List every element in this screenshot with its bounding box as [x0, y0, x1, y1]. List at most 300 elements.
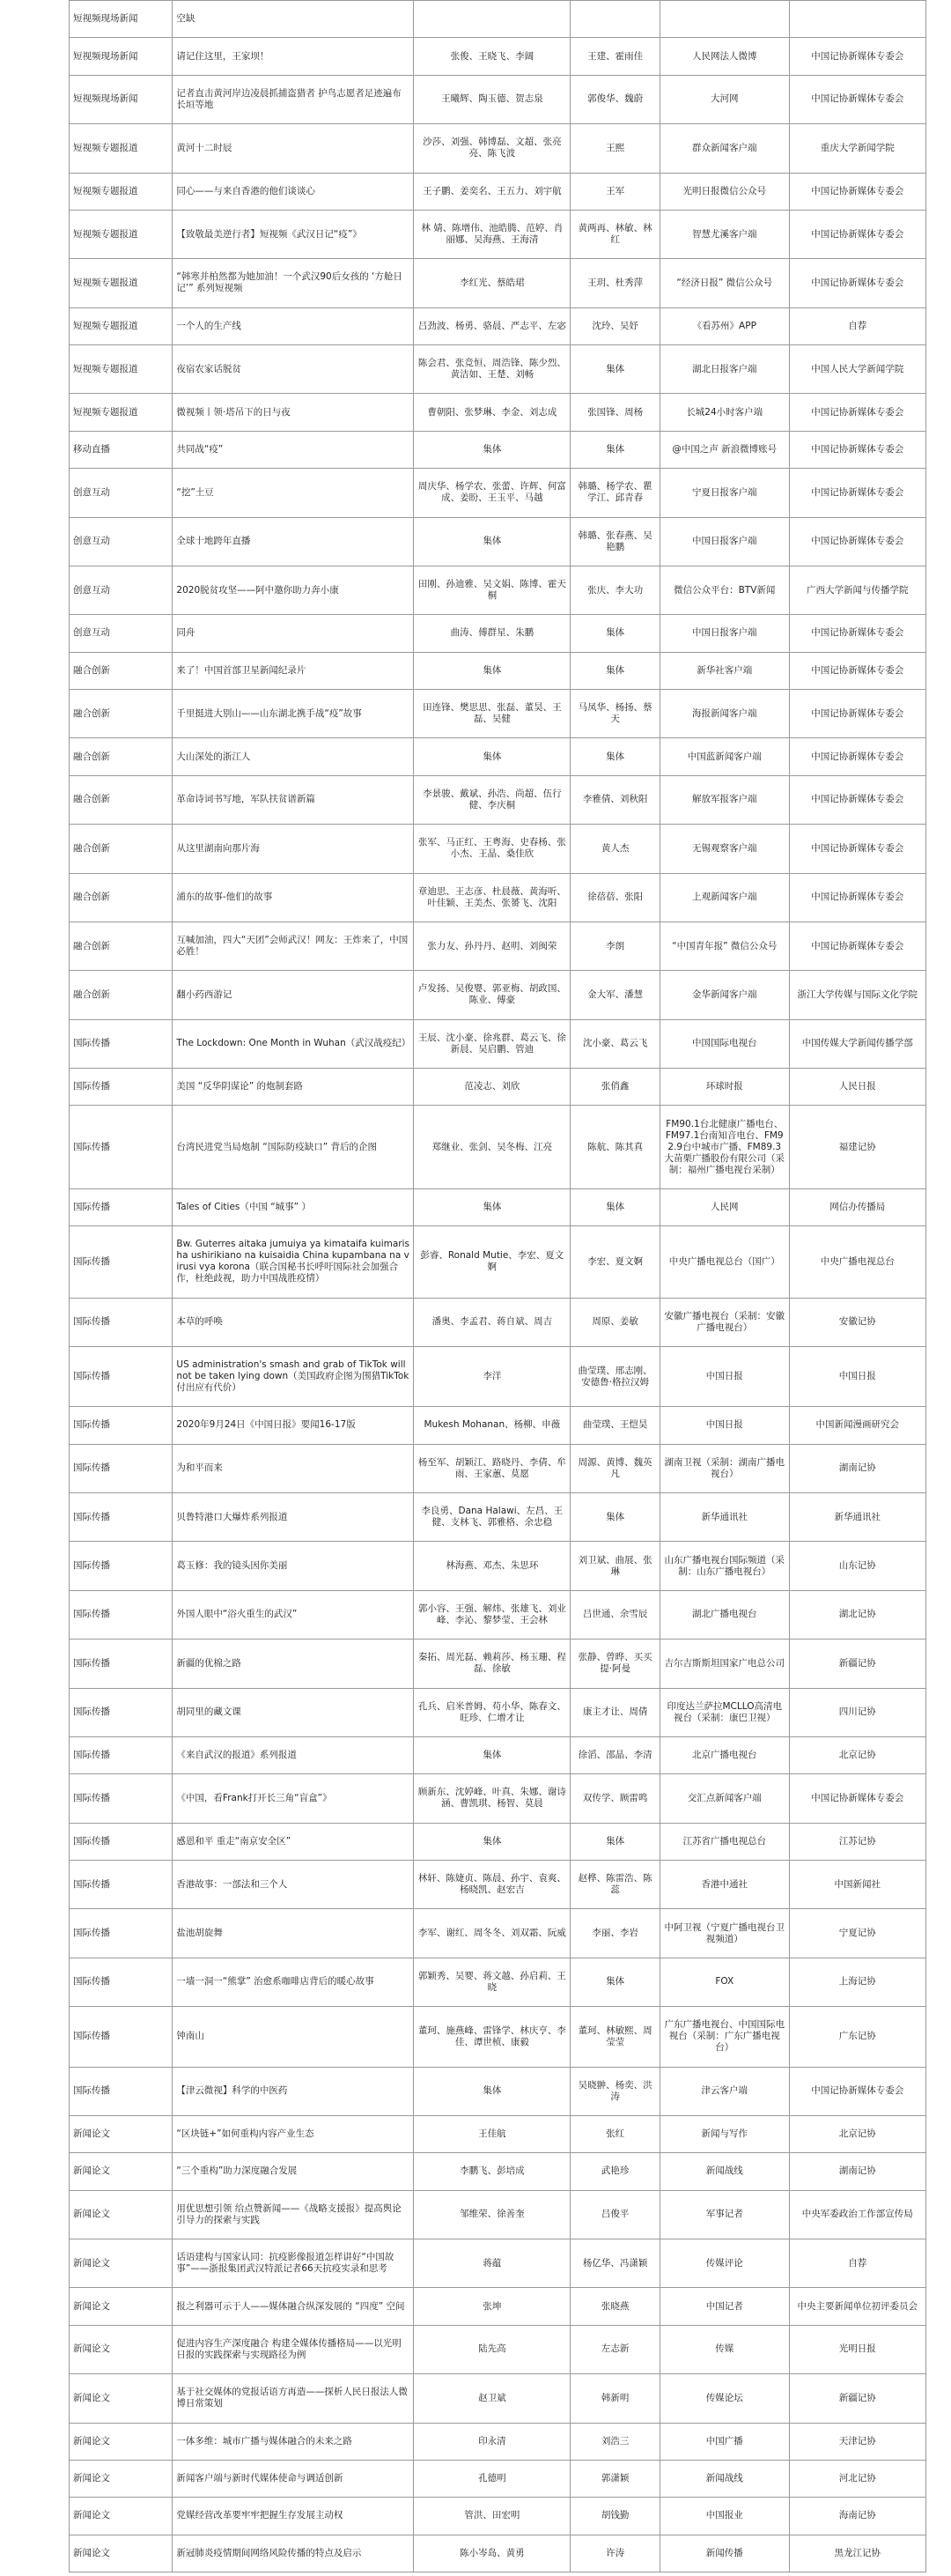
recommender-cell: 自荐: [789, 307, 926, 344]
creators-cell: 孔德明: [414, 2460, 571, 2497]
creators-cell: 李红光、蔡皓珺: [414, 259, 571, 307]
recommender-cell: 新疆记协: [789, 1640, 926, 1688]
editors-cell: 刘浩三: [571, 2423, 660, 2460]
table-row: [70, 1823, 926, 1860]
title-cell: “三个重构”助力深度融合发展: [173, 2153, 414, 2190]
publisher-cell: 中国广播: [660, 2423, 790, 2460]
creators-cell: 林 婧、陈增伟、池皓腾、范婷、肖丽娜、吴海燕、王海清: [414, 210, 571, 258]
publisher-cell: 海报新闻客户端: [660, 690, 790, 738]
title-cell: 党媒经营改革要牢牢把握生存发展主动权: [173, 2498, 414, 2535]
title-cell: 贝鲁特港口大爆炸系列报道: [173, 1493, 414, 1542]
category-cell: 新闻论文: [70, 2460, 173, 2497]
title-cell: 微视频丨领·塔吊下的日与夜: [173, 394, 414, 431]
table-row: [70, 1019, 926, 1068]
category-cell: 移动直播: [70, 431, 173, 468]
publisher-cell: 金华新闻客户端: [660, 971, 790, 1019]
table-row: [70, 75, 926, 123]
title-cell: 从这里湖南向那片海: [173, 825, 414, 873]
recommender-cell: 中国日报: [789, 1346, 926, 1406]
creators-cell: 集体: [414, 1188, 571, 1225]
recommender-cell: 中国记协新媒体专委会: [789, 431, 926, 468]
title-cell: 新闻客户端与新时代媒体使命与调适创新: [173, 2460, 414, 2497]
title-cell: 本草的呼唤: [173, 1298, 414, 1346]
awards-sheet: [69, 0, 926, 2572]
title-cell: 胡同里的藏文课: [173, 1688, 414, 1736]
publisher-cell: FM90.1台北健康广播电台、FM97.1台南知音电台、FM92.9台中城市广播、FM89.3大苗栗广播股份有限公司（采制：福州广播电视台采制）: [660, 1106, 790, 1188]
title-cell: 用优思想引领 给点赞新闻——《战略支援报》提高舆论引导力的探索与实践: [173, 2190, 414, 2239]
editors-cell: 康主才让、周倩: [571, 1688, 660, 1736]
category-cell: 新闻论文: [70, 2115, 173, 2152]
recommender-cell: 湖南记协: [789, 1444, 926, 1492]
editors-cell: 黄人杰: [571, 825, 660, 873]
title-cell: 同舟: [173, 615, 414, 652]
table-row: [70, 1909, 926, 1958]
table-row: [70, 1736, 926, 1773]
recommender-cell: 中国人民大学新闻学院: [789, 345, 926, 394]
category-cell: 新闻论文: [70, 2374, 173, 2423]
category-cell: 国际传播: [70, 1188, 173, 1225]
recommender-cell: [789, 1, 926, 38]
title-cell: “韩寒并柏然都为她加油！一个武汉90后女孩的 ‘方舱日记’” 系列短视频: [173, 259, 414, 307]
publisher-cell: 津云客户端: [660, 2067, 790, 2115]
editors-cell: 黄两再、林敏、林红: [571, 210, 660, 258]
category-cell: 创意互动: [70, 566, 173, 614]
publisher-cell: 中国国际电视台: [660, 1019, 790, 1068]
editors-cell: 韩璐、杨学农、瞿学江、邱青春: [571, 469, 660, 517]
recommender-cell: 江苏记协: [789, 1823, 926, 1860]
recommender-cell: 中国记协新媒体专委会: [789, 1774, 926, 1823]
publisher-cell: 中国日报客户端: [660, 517, 790, 566]
creators-cell: 田连锋、樊思思、张磊、董昊、王磊、吴健: [414, 690, 571, 738]
editors-cell: 集体: [571, 1958, 660, 2006]
creators-cell: 曲涛、傅群星、朱鹏: [414, 615, 571, 652]
title-cell: 一个人的生产线: [173, 307, 414, 344]
table-row: [70, 690, 926, 738]
editors-cell: 曲莹璞、王恺昊: [571, 1407, 660, 1444]
category-cell: 融合创新: [70, 690, 173, 738]
title-cell: Bw. Guterres aitaka jumuiya ya kimataifa kuimarisha ushirikiano na kuisaidia China kupambana na virusi vya korona（联合国秘书长呼吁国际社会加强合作，杜绝歧视，助力中国战胜疫情）: [173, 1226, 414, 1298]
creators-cell: 张力友、孙丹丹、赵明、刘闽荣: [414, 922, 571, 970]
creators-cell: 李鹏飞、彭培成: [414, 2153, 571, 2190]
creators-cell: 蒋蕴: [414, 2239, 571, 2288]
table-row: [70, 1226, 926, 1298]
publisher-cell: 宁夏日报客户端: [660, 469, 790, 517]
creators-cell: [414, 1, 571, 38]
awards-table-body: [70, 1, 926, 2572]
publisher-cell: 解放军报客户端: [660, 775, 790, 824]
editors-cell: 集体: [571, 431, 660, 468]
creators-cell: 章迪思、王志彦、杜晨薇、黄海听、叶佳颖、王美杰、张赟飞、沈阳: [414, 873, 571, 922]
table-row: [70, 2007, 926, 2067]
publisher-cell: 群众新闻客户端: [660, 124, 790, 173]
publisher-cell: 中国日报客户端: [660, 615, 790, 652]
table-row: [70, 469, 926, 517]
table-row: [70, 566, 926, 614]
recommender-cell: 中国新闻社: [789, 1861, 926, 1909]
publisher-cell: 吉尔吉斯斯坦国家广电总公司: [660, 1640, 790, 1688]
publisher-cell: 微信公众平台：BTV新闻: [660, 566, 790, 614]
recommender-cell: 中国记协新媒体专委会: [789, 469, 926, 517]
category-cell: 新闻论文: [70, 2535, 173, 2572]
title-cell: 钟南山: [173, 2007, 414, 2067]
creators-cell: 王辰、沈小豪、徐兆群、葛云飞、徐新晨、吴启鹏、管迪: [414, 1019, 571, 1068]
title-cell: “挖”土豆: [173, 469, 414, 517]
title-cell: 黄河十二时辰: [173, 124, 414, 173]
publisher-cell: 上观新闻客户端: [660, 873, 790, 922]
editors-cell: 武艳珍: [571, 2153, 660, 2190]
publisher-cell: 中国报业: [660, 2498, 790, 2535]
title-cell: 新疆的优棉之路: [173, 1640, 414, 1688]
table-row: [70, 210, 926, 258]
creators-cell: 潘奥、李孟君、蒋自斌、周吉: [414, 1298, 571, 1346]
category-cell: 新闻论文: [70, 2498, 173, 2535]
title-cell: 千里挺进大别山——山东湖北携手战“疫”故事: [173, 690, 414, 738]
category-cell: 国际传播: [70, 2067, 173, 2115]
category-cell: 国际传播: [70, 1909, 173, 1958]
editors-cell: 李朗: [571, 922, 660, 970]
table-row: [70, 873, 926, 922]
editors-cell: 许涛: [571, 2535, 660, 2572]
table-row: [70, 2067, 926, 2115]
table-row: [70, 259, 926, 307]
category-cell: 短视频现场新闻: [70, 1, 173, 38]
category-cell: 融合创新: [70, 738, 173, 775]
table-row: [70, 1069, 926, 1106]
editors-cell: 集体: [571, 1188, 660, 1225]
publisher-cell: 安徽广播电视台（采制：安徽广播电视台）: [660, 1298, 790, 1346]
table-row: [70, 2460, 926, 2497]
table-row: [70, 307, 926, 344]
category-cell: 国际传播: [70, 1688, 173, 1736]
title-cell: 革命诗词书写地，军队扶贫谱新篇: [173, 775, 414, 824]
creators-cell: 秦拓、周光磊、赖莉莎、杨玉珊、程磊、徐敏: [414, 1640, 571, 1688]
publisher-cell: 人民网法人微博: [660, 38, 790, 75]
table-row: [70, 1542, 926, 1590]
publisher-cell: 湖南卫视（采制：湖南广播电视台）: [660, 1444, 790, 1492]
creators-cell: 吕劲波、杨勇、骆晨、严志平、左宓: [414, 307, 571, 344]
category-cell: 国际传播: [70, 1861, 173, 1909]
publisher-cell: 新闻战线: [660, 2153, 790, 2190]
category-cell: 国际传播: [70, 1019, 173, 1068]
title-cell: 一墙一洞一“熊掌” 治愈系咖啡店背后的暖心故事: [173, 1958, 414, 2006]
creators-cell: 沙莎、刘强、韩博磊、文超、张亮亮、陈飞波: [414, 124, 571, 173]
creators-cell: 印永清: [414, 2423, 571, 2460]
publisher-cell: 中央广播电视总台（国广）: [660, 1226, 790, 1298]
table-row: [70, 2153, 926, 2190]
creators-cell: 董珂、施燕峰、雷锋学、林庆亨、李佳、谭世桢、康毅: [414, 2007, 571, 2067]
title-cell: 《中国，看Frank打开长三角“盲盒”》: [173, 1774, 414, 1823]
publisher-cell: 湖北广播电视台: [660, 1590, 790, 1639]
title-cell: 夜宿农家话脱贫: [173, 345, 414, 394]
creators-cell: 陈小岑岛、黄勇: [414, 2535, 571, 2572]
recommender-cell: 中国传媒大学新闻传播学部: [789, 1019, 926, 1068]
editors-cell: 王建、霍雨佳: [571, 38, 660, 75]
editors-cell: 王玥、杜秀萍: [571, 259, 660, 307]
table-row: [70, 2498, 926, 2535]
creators-cell: 范凌志、刘欣: [414, 1069, 571, 1106]
creators-cell: 王子鹏、姜奕名、王五力、刘宇航: [414, 173, 571, 210]
table-row: [70, 1, 926, 38]
publisher-cell: 长城24小时客户端: [660, 394, 790, 431]
recommender-cell: 中国记协新媒体专委会: [789, 652, 926, 689]
editors-cell: 李宏、夏文婀: [571, 1226, 660, 1298]
publisher-cell: 中国蓝新闻客户端: [660, 738, 790, 775]
category-cell: 融合创新: [70, 971, 173, 1019]
recommender-cell: 中国记协新媒体专委会: [789, 690, 926, 738]
recommender-cell: 中国记协新媒体专委会: [789, 922, 926, 970]
category-cell: 国际传播: [70, 1958, 173, 2006]
creators-cell: 郭颖秀、吴婴、蒋文越、孙启莉、王晓: [414, 1958, 571, 2006]
category-cell: 新闻论文: [70, 2423, 173, 2460]
editors-cell: 周原、姜敏: [571, 1298, 660, 1346]
title-cell: Tales of Cities（中国 “城事” ）: [173, 1188, 414, 1225]
recommender-cell: 中国记协新媒体专委会: [789, 259, 926, 307]
publisher-cell: 中阿卫视（宁夏广播电视台卫视频道）: [660, 1909, 790, 1958]
table-row: [70, 517, 926, 566]
editors-cell: 郭俊华、魏蔚: [571, 75, 660, 123]
creators-cell: 集体: [414, 431, 571, 468]
creators-cell: 郭小容、王强、解炜、张雄飞、刘业峰、李沁、黎梦莹、王会林: [414, 1590, 571, 1639]
category-cell: 国际传播: [70, 1298, 173, 1346]
title-cell: 美国 “反华阴谋论” 的炮制套路: [173, 1069, 414, 1106]
creators-cell: 曹朝阳、张梦琳、李金、刘志成: [414, 394, 571, 431]
recommender-cell: 新疆记协: [789, 2374, 926, 2423]
recommender-cell: 中央军委政治工作部宣传局: [789, 2190, 926, 2239]
editors-cell: 郭潇颖: [571, 2460, 660, 2497]
category-cell: 新闻论文: [70, 2190, 173, 2239]
category-cell: 创意互动: [70, 517, 173, 566]
recommender-cell: 黑龙江记协: [789, 2535, 926, 2572]
editors-cell: 刘卫斌、曲展、张琳: [571, 1542, 660, 1590]
table-row: [70, 1444, 926, 1492]
title-cell: The Lockdown: One Month in Wuhan（武汉战疫纪）: [173, 1019, 414, 1068]
title-cell: 促进内容生产深度融合 构建全媒体传播格局——以光明日报的实践探索与实现路径为例: [173, 2325, 414, 2373]
creators-cell: 集体: [414, 738, 571, 775]
title-cell: US administration's smash and grab of TikTok will not be taken lying down（美国政府企图为围猎TikTok付出应有代价）: [173, 1346, 414, 1406]
category-cell: 融合创新: [70, 922, 173, 970]
recommender-cell: 中国记协新媒体专委会: [789, 173, 926, 210]
title-cell: 来了！中国首部卫星新闻纪录片: [173, 652, 414, 689]
title-cell: 一体多维：城市广播与媒体融合的未来之路: [173, 2423, 414, 2460]
creators-cell: Mukesh Mohanan、杨柳、申薇: [414, 1407, 571, 1444]
table-row: [70, 1188, 926, 1225]
editors-cell: 沈玲、吴妤: [571, 307, 660, 344]
table-row: [70, 615, 926, 652]
editors-cell: 左志新: [571, 2325, 660, 2373]
recommender-cell: 湖南记协: [789, 2153, 926, 2190]
publisher-cell: FOX: [660, 1958, 790, 2006]
creators-cell: 陆先高: [414, 2325, 571, 2373]
table-row: [70, 2115, 926, 2152]
publisher-cell: 中国记者: [660, 2288, 790, 2325]
table-row: [70, 1346, 926, 1406]
recommender-cell: 北京记协: [789, 2115, 926, 2152]
table-row: [70, 971, 926, 1019]
category-cell: 国际传播: [70, 1640, 173, 1688]
publisher-cell: 交汇点新闻客户端: [660, 1774, 790, 1823]
category-cell: 新闻论文: [70, 2239, 173, 2288]
title-cell: 【致敬最美逆行者】短视频《武汉日记“疫”》: [173, 210, 414, 258]
publisher-cell: 印度达兰萨拉MCLLO高清电视台（采制：康巴卫视）: [660, 1688, 790, 1736]
category-cell: 国际传播: [70, 1346, 173, 1406]
publisher-cell: [660, 1, 790, 38]
title-cell: 【津云微视】科学的中医药: [173, 2067, 414, 2115]
recommender-cell: 中央主要新闻单位初评委员会: [789, 2288, 926, 2325]
creators-cell: 张坤: [414, 2288, 571, 2325]
recommender-cell: 天津记协: [789, 2423, 926, 2460]
editors-cell: 沈小豪、葛云飞: [571, 1019, 660, 1068]
table-row: [70, 1774, 926, 1823]
recommender-cell: 河北记协: [789, 2460, 926, 2497]
title-cell: 香港故事：一部法和三个人: [173, 1861, 414, 1909]
recommender-cell: 中国新闻漫画研究会: [789, 1407, 926, 1444]
category-cell: 融合创新: [70, 873, 173, 922]
creators-cell: 邹维荣、徐善奎: [414, 2190, 571, 2239]
category-cell: 国际传播: [70, 1774, 173, 1823]
table-row: [70, 2374, 926, 2423]
table-row: [70, 1298, 926, 1346]
publisher-cell: “中国青年报” 微信公众号: [660, 922, 790, 970]
title-cell: 共同战“疫”: [173, 431, 414, 468]
recommender-cell: 中国记协新媒体专委会: [789, 210, 926, 258]
creators-cell: 杨至军、胡颖江、路晓丹、李倩、牟雨、王家蕙、莫愿: [414, 1444, 571, 1492]
editors-cell: 韩新明: [571, 2374, 660, 2423]
title-cell: 外国人眼中“浴火重生的武汉”: [173, 1590, 414, 1639]
category-cell: 短视频专题报道: [70, 210, 173, 258]
recommender-cell: 人民日报: [789, 1069, 926, 1106]
publisher-cell: 山东广播电视台国际频道（采制：山东广播电视台）: [660, 1542, 790, 1590]
creators-cell: 卢发扬、吴俊婴、郭亚梅、胡政国、陈业、傅豪: [414, 971, 571, 1019]
category-cell: 国际传播: [70, 1493, 173, 1542]
editors-cell: 徐蓓蓓、张阳: [571, 873, 660, 922]
editors-cell: 集体: [571, 738, 660, 775]
recommender-cell: 中国记协新媒体专委会: [789, 38, 926, 75]
editors-cell: 集体: [571, 1823, 660, 1860]
category-cell: 短视频专题报道: [70, 394, 173, 431]
creators-cell: 周庆华、杨学农、张蕾、许辉、何富成、姜盼、王玉平、马越: [414, 469, 571, 517]
editors-cell: 集体: [571, 652, 660, 689]
editors-cell: 董珂、林敏熙、周莹莹: [571, 2007, 660, 2067]
recommender-cell: 宁夏记协: [789, 1909, 926, 1958]
editors-cell: 李雅倩、刘秋阳: [571, 775, 660, 824]
editors-cell: 吴晓翀、杨奕、洪涛: [571, 2067, 660, 2115]
publisher-cell: 《看苏州》APP: [660, 307, 790, 344]
table-row: [70, 431, 926, 468]
title-cell: 浦东的故事-他们的故事: [173, 873, 414, 922]
publisher-cell: 中国日报: [660, 1407, 790, 1444]
recommender-cell: 山东记协: [789, 1542, 926, 1590]
creators-cell: 郑继业、张剑、吴冬梅、江亮: [414, 1106, 571, 1188]
category-cell: 新闻论文: [70, 2325, 173, 2373]
recommender-cell: 中国记协新媒体专委会: [789, 825, 926, 873]
table-row: [70, 2288, 926, 2325]
editors-cell: 韩璐、张春燕、吴艳鹏: [571, 517, 660, 566]
recommender-cell: 网信办传播局: [789, 1188, 926, 1225]
recommender-cell: 福建记协: [789, 1106, 926, 1188]
editors-cell: 徐滔、邵晶、李清: [571, 1736, 660, 1773]
table-row: [70, 173, 926, 210]
title-cell: 基于社交媒体的党报话语方再造——探析人民日报法人微博日常策划: [173, 2374, 414, 2423]
publisher-cell: 广东广播电视台、中国国际电视台（采制：广东广播电视台）: [660, 2007, 790, 2067]
publisher-cell: 智慧尤溪客户端: [660, 210, 790, 258]
title-cell: 感恩和平 重走“南京安全区”: [173, 1823, 414, 1860]
creators-cell: 王曦辉、陶玉德、贺志泉: [414, 75, 571, 123]
table-row: [70, 2423, 926, 2460]
editors-cell: 张庆、李大功: [571, 566, 660, 614]
table-row: [70, 38, 926, 75]
title-cell: 台湾民进党当局炮制 “国际防疫缺口” 背后的企图: [173, 1106, 414, 1188]
recommender-cell: 上海记协: [789, 1958, 926, 2006]
title-cell: 为和平而来: [173, 1444, 414, 1492]
creators-cell: 集体: [414, 652, 571, 689]
recommender-cell: 北京记协: [789, 1736, 926, 1773]
recommender-cell: 中国记协新媒体专委会: [789, 615, 926, 652]
editors-cell: 双传学、顾雷鸣: [571, 1774, 660, 1823]
creators-cell: 集体: [414, 1736, 571, 1773]
editors-cell: 陈航、陈其真: [571, 1106, 660, 1188]
table-row: [70, 2325, 926, 2373]
editors-cell: 王熙: [571, 124, 660, 173]
editors-cell: 集体: [571, 345, 660, 394]
editors-cell: 赵桦、陈雷浩、陈蕊: [571, 1861, 660, 1909]
publisher-cell: 传媒评论: [660, 2239, 790, 2288]
category-cell: 国际传播: [70, 2007, 173, 2067]
category-cell: 新闻论文: [70, 2288, 173, 2325]
title-cell: 盐池胡旋舞: [173, 1909, 414, 1958]
title-cell: 2020年9月24日《中国日报》要闻16-17版: [173, 1407, 414, 1444]
creators-cell: 孔兵、启米普姆、苟小华、陈春文、旺珍、仁增才让: [414, 1688, 571, 1736]
editors-cell: [571, 1, 660, 38]
recommender-cell: 光明日报: [789, 2325, 926, 2373]
category-cell: 短视频现场新闻: [70, 75, 173, 123]
publisher-cell: 北京广播电视台: [660, 1736, 790, 1773]
publisher-cell: 新华通讯社: [660, 1493, 790, 1542]
creators-cell: 管洪、田宏明: [414, 2498, 571, 2535]
title-cell: 空缺: [173, 1, 414, 38]
editors-cell: 杨亿华、冯潇颖: [571, 2239, 660, 2288]
publisher-cell: 无锡观察客户端: [660, 825, 790, 873]
editors-cell: 张俏鑫: [571, 1069, 660, 1106]
table-row: [70, 1958, 926, 2006]
category-cell: 短视频专题报道: [70, 124, 173, 173]
editors-cell: 马凤华、杨扬、蔡天: [571, 690, 660, 738]
table-row: [70, 1640, 926, 1688]
awards-table: [69, 0, 926, 2572]
table-row: [70, 1106, 926, 1188]
editors-cell: 集体: [571, 615, 660, 652]
table-row: [70, 345, 926, 394]
category-cell: 国际传播: [70, 1106, 173, 1188]
publisher-cell: 光明日报微信公众号: [660, 173, 790, 210]
editors-cell: 集体: [571, 1493, 660, 1542]
table-row: [70, 1493, 926, 1542]
title-cell: 话语建构与国家认同：抗疫影像报道怎样讲好“中国故事”——浙报集团武汉特派记者66天抗疫实录和思考: [173, 2239, 414, 2288]
publisher-cell: 环球时报: [660, 1069, 790, 1106]
title-cell: 2020脱贫攻坚——阿中邀你助力奔小康: [173, 566, 414, 614]
recommender-cell: 四川记协: [789, 1688, 926, 1736]
recommender-cell: 中国记协新媒体专委会: [789, 394, 926, 431]
category-cell: 创意互动: [70, 615, 173, 652]
creators-cell: 李军、谢红、周冬冬、刘双霜、阮威: [414, 1909, 571, 1958]
category-cell: 国际传播: [70, 1226, 173, 1298]
editors-cell: 吕世通、余雪辰: [571, 1590, 660, 1639]
title-cell: “区块链+”如何重构内容产业生态: [173, 2115, 414, 2152]
table-row: [70, 1407, 926, 1444]
table-row: [70, 1590, 926, 1639]
publisher-cell: 江苏省广播电视总台: [660, 1823, 790, 1860]
creators-cell: 赵卫斌: [414, 2374, 571, 2423]
editors-cell: 张静、曾晔、买买提·阿曼: [571, 1640, 660, 1688]
